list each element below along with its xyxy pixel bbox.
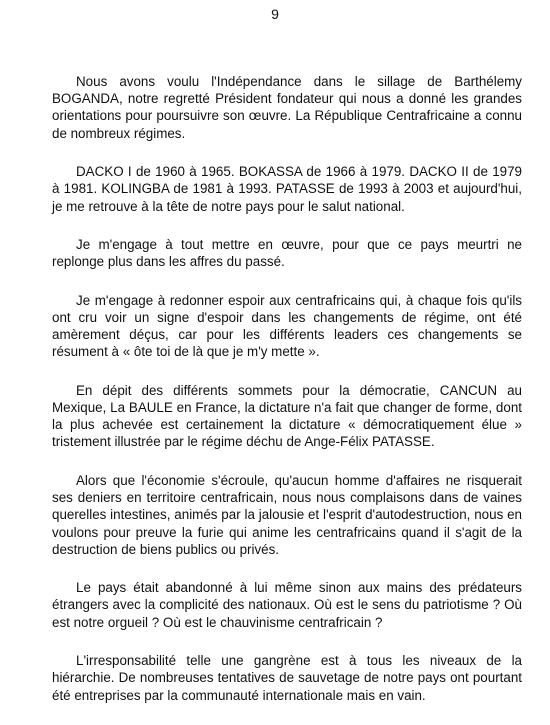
paragraph-irresponsibility: L'irresponsabilité telle une gangrène est à tous les niveaux de la hiérarchie. De nombreuses tentatives de sauvetage de notre pays ont pourtant été entreprises par la communauté internationale mais en vain.	[52, 653, 522, 703]
paragraph-abandoned-country: Le pays était abandonné à lui même sinon aux mains des prédateurs étrangers avec la complicité des nationaux. Où est le sens du patriotisme ? Où est notre orgueil ? Où est le chauvinisme centrafricain ?	[52, 580, 522, 630]
paragraph-hope: Je m'engage à redonner espoir aux centrafricains qui, à chaque fois qu'ils ont cru voir un signe d'espoir dans les changements de régime, ont été amèrement déçus, car pour les différents leaders ces changements se résument à « ôte toi de là que je m'y mette ».	[52, 292, 522, 360]
paragraph-independence: Nous avons voulu l'Indépendance dans le sillage de Barthélemy BOGANDA, notre regretté Président fondateur qui nous a donné les grandes orientations pour poursuivre son œuvre. La République Centrafricaine a connu de nombreux régimes.	[52, 74, 522, 141]
paragraph-economy: Alors que l'économie s'écroule, qu'aucun homme d'affaires ne risquerait ses deniers en territoire centrafricain, nous nous complaisons dans de vaines querelles intestines, animés par la jalousie et l'esprit d'autodestruction, nous en voulons pour preuve la furie qui anime les centrafricains quand il s'agit de la destruction de biens publics ou privés.	[52, 472, 522, 557]
paragraph-regimes-list: DACKO I de 1960 à 1965. BOKASSA de 1966 à 1979. DACKO II de 1979 à 1981. KOLINGBA de 1981 à 1993. PATASSE de 1993 à 2003 et aujourd'hui, je me retrouve à la tête de notre pays pour le salut national.	[52, 164, 522, 214]
paragraph-commitment: Je m'engage à tout mettre en œuvre, pour que ce pays meurtri ne replonge plus dans les affres du passé.	[52, 237, 522, 270]
document-body	[52, 73, 522, 725]
page-number: 9	[271, 6, 279, 22]
paragraph-democracy-summits: En dépit des différents sommets pour la démocratie, CANCUN au Mexique, La BAULE en France, la dictature n'a fait que changer de forme, dont la plus achevée est certainement la dictature « démocratiquement élue » tristement illustrée par le régime déchu de Ange-Félix PATASSE.	[52, 382, 522, 450]
